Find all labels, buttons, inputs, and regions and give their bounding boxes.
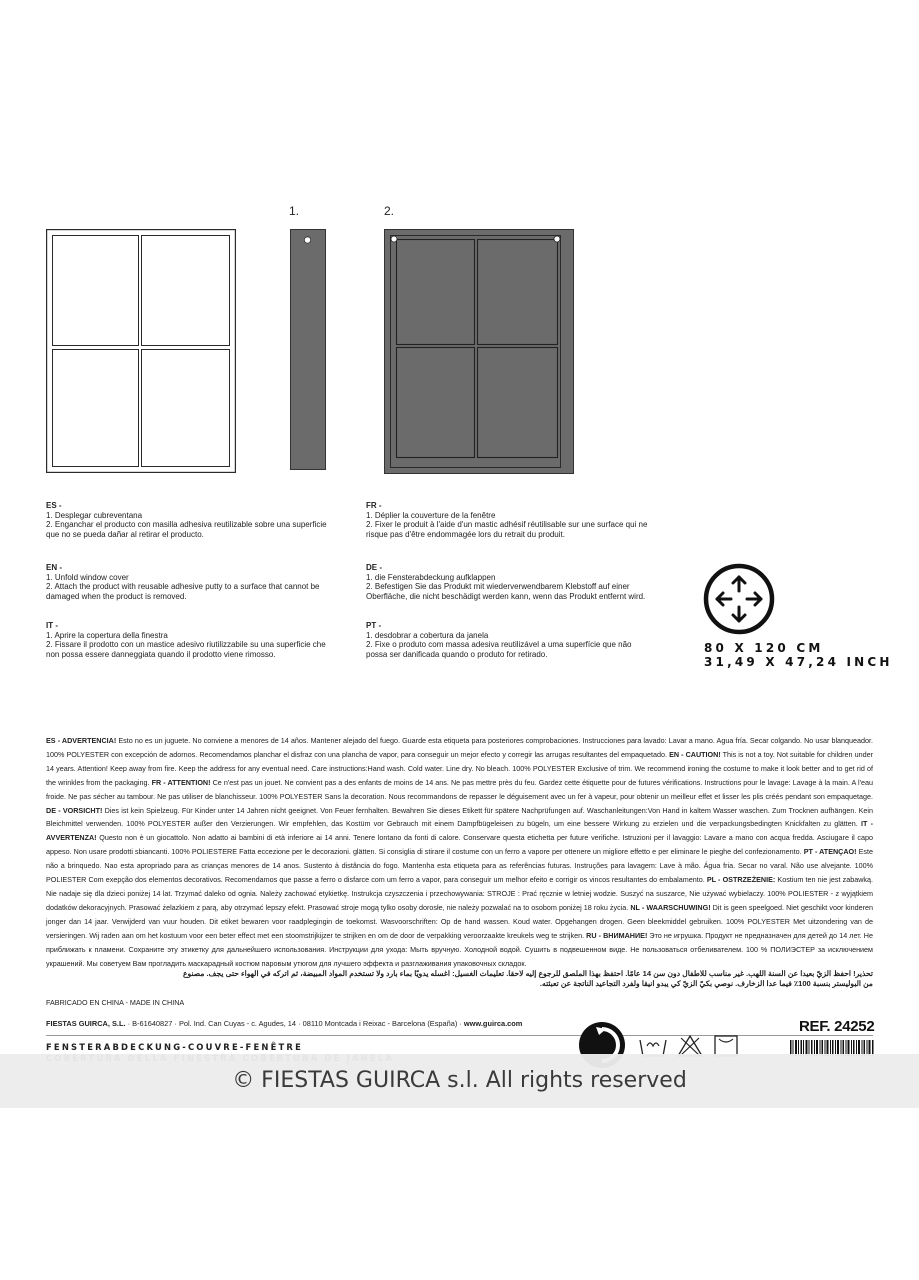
warning-arabic [46, 969, 873, 988]
warning-text: Это не игрушка. Продукт не предназначен для детей до 14 лет. Не приближать к пламени. Сохраните эту этикетку для дальнейшего использования. Инструкции для ухода: Мыть вручную. Холодной водой. Сушить в подвешенном виде. Не пользоваться отбеливателем. 100 % ПОЛИЭСТЕР за исключением украшений. Мы советуем Вам прогладить маскарадный костюм паровым утюгом для лучшего эффекта и разглаживания упаковочных складок. [46, 930, 873, 968]
instruction-line: 2. Enganchar el producto con masilla adhesiva reutilizable sobre una superficie [46, 520, 327, 530]
warning-text: Questo non è un giocattolo. Non adatto ai bambini di età inferiore ai 14 anni. Tenere lontano da fonti di calore. Conservare questa etichetta per future verifiche. Istruzioni per il lavaggio: Lavare a mano con acqua fredda. Asciugare il capo appeso. Non usare prodotti sbiancanti. 100% POLIESTERE Fatta eccezione per le decorazioni. glätten. Si consiglia di stirare il costume con un ferro a vapore per ottenere un migliore effetto e per eliminare le pieghe del confezionamento. [46, 833, 873, 857]
lang-label: PT - [366, 621, 382, 630]
instructions-pt [366, 621, 686, 659]
warning-label: EN - CAUTION! [669, 749, 721, 759]
warning-label: IT - AVVERTENZA! [46, 819, 873, 843]
instructions-it [46, 621, 346, 659]
warning-label: PT - ATENÇAO! [803, 847, 857, 857]
arabic-line: من البوليستر بنسبة 100٪ فيما عدا الزخارف. نوصي بكيّ الزيّ كي يبدو انيقا ولفرد التجاعيد الناتجة عن تعبئته. [539, 978, 873, 988]
lang-label: DE - [366, 563, 382, 572]
instruction-line: 2. Attach the product with reusable adhesive putty to a surface that cannot be [46, 582, 320, 592]
size-metric: 80 X 120 CM [704, 641, 824, 655]
warning-text: Esto no es un juguete. No conviene a menores de 14 años. Mantener alejado del fuego. Guarde esta etiqueta para posteriores comprobaciones. Instrucciones para lavado: Lavar a mano. Agua fría. Secar colgando. No usar blanqueador. 100% POLYESTER con excepción de adornos. Recomendamos planchar el disfraz con una plancha de vapor, para conseguir un mejor efecto y corregir las arrugas resultantes del empaquetado. [46, 736, 874, 759]
instructions-en [46, 563, 346, 601]
copyright-text: © FIESTAS GUIRCA s.l. All rights reserved [232, 1068, 687, 1093]
lang-label: EN - [46, 563, 62, 572]
instruction-line: damaged when the product is removed. [46, 591, 187, 601]
warning-text: Kostium ten nie jest zabawką. Nie nadaje się dla dzieci poniżej 14 lat. Trzymać daleko od ognia. Należy zachować etykietkę. Instrukcja czyszczenia i przechowywania: STROJE : Prać ręcznie w letniej wodzie. Suszyć na suszarce, Nie używać wybielaczy. 100% POLIESTER - z wyjątkiem dodatków dekoracyjnych. Prasować żelazkiem z parą, aby otrzymać lepszy efekt. Prasować stroje mogą tylko osoby dorosłe, nie należy pozwalać na to osobom poniżej 18 roku życia. [46, 875, 873, 912]
instruction-line: 1. die Fensterabdeckung aufklappen [366, 572, 496, 582]
product-title-line: FENSTERABDECKUNG-COUVRE-FENÊTRE [46, 1042, 304, 1052]
instructions-fr [366, 501, 686, 539]
warning-text: Dies ist kein Spielzeug. Für Kinder unter 14 Jahren nicht geeignet. Von Feuer fernhalten. Bewahren Sie dieses Etikett für spätere Nachprüfungen auf. Waschanleitungen:Von Hand in kaltem Wasser waschen. Zum Trocknen aufhängen. Kein Bleichmittel verwenden. 100% POLYESTER außer den Verzierungen. Wir empfehlen, das Kostüm vor Gebrauch mit einem Dampfbügeleisen zu bügeln, um eine bessere Wirkung zu erzielen und die verpackungsbedingten Knickfalten zu glätten. [46, 805, 874, 829]
warning-label: FR - ATTENTION! [151, 777, 211, 787]
instruction-line: que no se pueda dañar al retirar el producto. [46, 529, 204, 539]
warning-label: ES - ADVERTENCIA! [46, 736, 117, 745]
instruction-line: 2. Fissare il prodotto con un mastice adesivo riutilizzabile su una superficie che [46, 640, 326, 650]
made-in-label: FABRICADO EN CHINA - MADE IN CHINA [46, 998, 185, 1007]
instruction-line: 1. Aprire la copertura della finestra [46, 630, 168, 640]
instruction-line: risque pas d'être endommagée lors du retrait du produit. [366, 529, 565, 539]
instructions-de [366, 563, 686, 601]
instruction-line: Oberfläche, die nicht beschädigt werden kann, wenn das Produkt entfernt wird. [366, 591, 646, 601]
move-arrows-icon [703, 563, 775, 635]
warning-text: Este não a brinquedo. Nao esta apropriado para as crianças menores de 14 anos. Sustento à distância do fogo. Mantenha esta etiqueta para as referências futuras. Instruções para lavagem: Lave à mão. Água fria. Secar no varal. Não use alvejante. 100% POLIESTER Com exepção dos elementos decorativos. Recomendamos que passe a ferro o disfarce com um ferro a vapor, para conseguir um melhor efeito e corrigir os vincos resultantes do embalamento. [46, 847, 874, 885]
figure-2-label: 2. [384, 204, 395, 218]
warning-text: Ce n'est pas un jouet. Ne convient pas a des enfants de moins de 14 ans. Ne pas mettre près du feu. Gardez cette étiquette pour de futures vérifications. Instructions pour le lavage: Lavage à la main. A l'eau froide. Ne pas sécher au tambour. Ne pas utiliser de blanchisseur. 100% POLYESTER Sans la decoration. Nous recommandons de repasser le déguisement avec un fer à vapeur, pour obtenir un meilleur effet et lisser les plis créés pendant son empaquetage. [46, 777, 873, 801]
warning-text: This is not a toy. Not suitable for children under 14 years. Attention! Keep away from fire. Keep the address for any eventual need. Care instructions:Hand wash. Cold water. Line dry. No bleach. 100% POLYESTER Exclusive of trim. We recommend ironing the costume to make it look better and to get rid of the wrinkles from the packaging. [46, 749, 873, 787]
size-imperial: 31,49 X 47,24 INCH [704, 655, 893, 669]
lang-label: ES - [46, 501, 62, 510]
instruction-line: 1. desdobrar a cobertura da janela [366, 630, 489, 640]
instruction-line: 2. Befestigen Sie das Produkt mit wiederverwendbarem Klebstoff auf einer [366, 582, 630, 592]
mounted-cover-diagram [384, 229, 574, 474]
company-line [46, 1019, 746, 1028]
lang-label: FR - [366, 501, 382, 510]
footer-divider [46, 1035, 873, 1036]
warning-label: DE - VORSICHT! [46, 805, 103, 815]
instruction-line: 1. Desplegar cubreventana [46, 510, 143, 520]
instruction-line: non possa essere danneggiata quando il prodotto viene rimosso. [46, 649, 276, 659]
copyright-banner [0, 1054, 919, 1108]
instructions-es [46, 501, 346, 539]
lang-label: IT - [46, 621, 58, 630]
arabic-line: تحذير! احفظ الزيّ بعيدا عن السنة اللهب. غير مناسب للاطفال دون سن 14 عامًا. احتفظ بهذا الملصق للرجوع إليه لاحقا. تعليمات الغسيل: اغسله يدويًا بماء بارد ولا تستخدم المواد المبيضة، ثم اتركه في الهواء حتى يجف. مصنوع [183, 969, 873, 978]
instruction-line: 1. Déplier la couverture de la fenêtre [366, 510, 496, 520]
instruction-line: possa ser danificada quando o produto for retirado. [366, 649, 548, 659]
warning-label: NL - WAARSCHUWING! [630, 902, 711, 912]
company-details: · B-61640827 · Pol. Ind. Can Cuyas - c. Agudes, 14 · 08110 Montcada i Reixac - Barcelona (España) · [125, 1019, 464, 1028]
folded-cover-diagram [290, 229, 326, 470]
warnings-block [46, 734, 873, 970]
instruction-line: 2. Fixer le produit à l'aide d'un mastic adhésif réutilisable sur une surface qui ne [366, 520, 648, 530]
company-name: FIESTAS GUIRCA, S.L. [46, 1019, 126, 1028]
figure-1-label: 1. [289, 204, 300, 218]
company-web: www.guirca.com [463, 1019, 523, 1028]
reference-number: REF. 24252 [799, 1018, 875, 1035]
window-cover-diagram [46, 229, 236, 473]
warning-text: Dit is geen speelgoed. Niet geschikt voor kinderen jonger dan 14 jaar. Verwijderd van vuur houden. Dit etiket bewaren voor raadplegingin de toekomst. Wasvoorschriften: Op de hand wassen. Koud water. Opgehangen drogen. Geen bleekmiddel gebruiken. 100% POLYESTER Met uitzondering van de versieringen. Wij raden aan om het kostuum voor een beter effect met een stoomstrijkijzer te strijken en om de door de verpakking veroorzaakte kreukels weg te strijken. [46, 902, 873, 940]
instruction-line: 2. Fixe o produto com massa adesiva reutilizável a uma superfície que não [366, 640, 632, 650]
instruction-line: 1. Unfold window cover [46, 572, 129, 582]
warning-label: RU - ВНИМАНИЕ! [586, 930, 648, 940]
warning-label: PL - OSTRZEŻENIE: [706, 875, 776, 885]
